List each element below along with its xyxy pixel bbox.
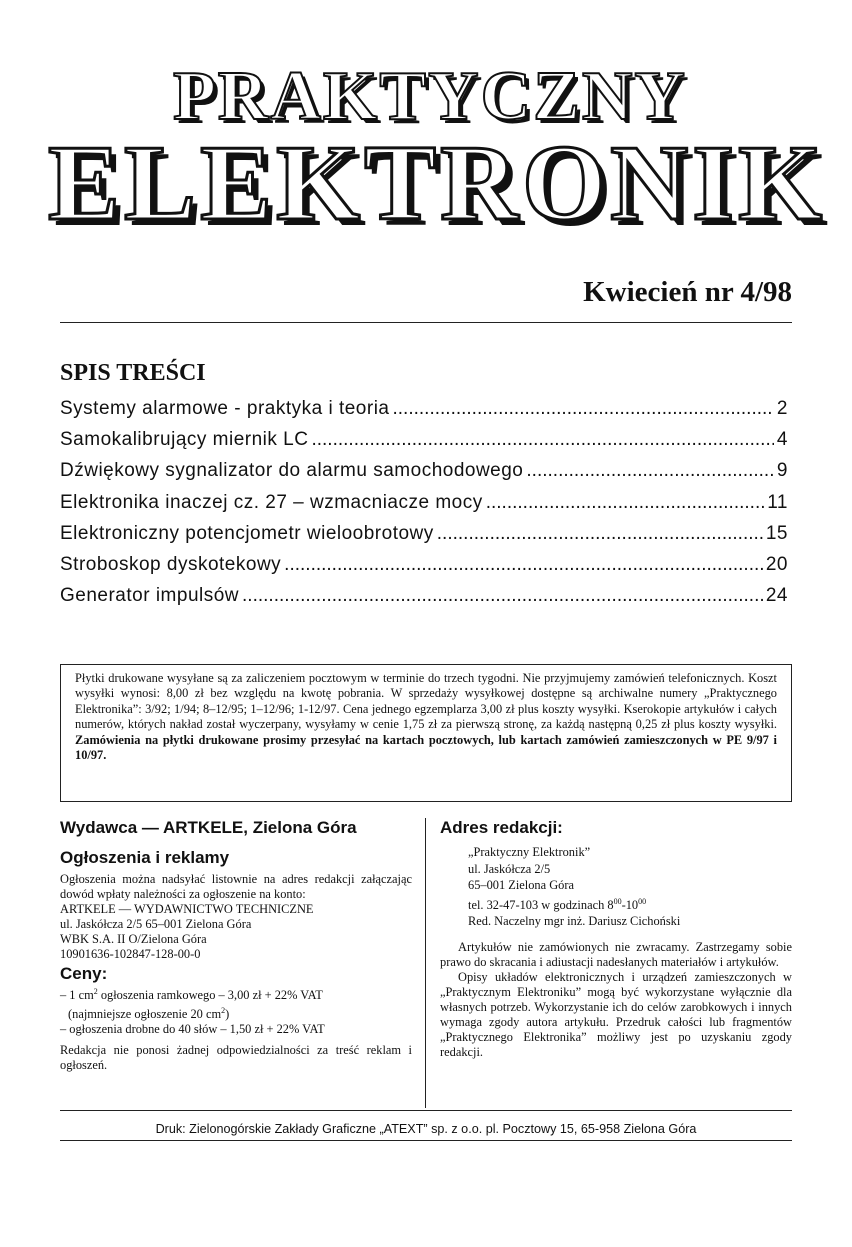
- ads-heading: Ogłoszenia i reklamy: [60, 848, 230, 867]
- issue-label: Kwiecień nr 4/98: [583, 276, 792, 308]
- prices-heading: Ceny:: [60, 964, 108, 983]
- toc-item-page: 11: [767, 491, 788, 513]
- price-min-note: (najmniejsze ogłoszenie 20 $cm^2$): [68, 1006, 230, 1022]
- ordering-notice-text: Płytki drukowane wysyłane są za zaliczeniem pocztowym w terminie do trzech tygodni. Nie przyjmujemy zamówień telefonicznych. Koszt wysyłki wynosi: 8,00 zł bez względu na kwotę pobrania. W sprzedaży wysyłkowej dostępne są archiwalne numery „Praktycznego Elektronika”: 3/92; 1/94; 8–12/95; 1–12/96; 1-12/97. Cena jednego egzemplarza 3,00 zł plus koszty wysyłki. Kserokopie artykułów i całych numerów, których nakład został wyczerpany, wysyłamy w cenie 1,75 zł za pierwszą stronę, za każdą następną 0,25 zł plus koszty wysyłki.: [75, 671, 777, 732]
- toc-item-title: Samokalibrujący miernik LC: [60, 429, 309, 451]
- toc-leader-dots: [242, 585, 763, 607]
- toc-item[interactable]: [60, 398, 788, 429]
- account-line: ARTKELE — WYDAWNICTWO TECHNICZNE: [60, 902, 314, 916]
- masthead-title-line2: ELEKTRONIK: [48, 124, 827, 243]
- toc-item-page: 9: [776, 460, 788, 482]
- toc-item-title: Elektroniczny potencjometr wieloobrotowy: [60, 522, 434, 544]
- toc-item[interactable]: [60, 523, 788, 554]
- account-line: 10901636-102847-128-00-0: [60, 947, 201, 961]
- header-rule: [60, 322, 792, 323]
- toc-item-title: Systemy alarmowe - praktyka i teoria: [60, 398, 390, 419]
- copyright-paragraph: Opisy układów elektronicznych i urządzeń zamieszczonych w „Praktycznym Elektroniku” mogą być wykorzystane wyłącznie dla własnych potrzeb. Wykorzystanie ich do celów zarobkowych i innych wymaga zgody autora artykułu. Przedruk całości lub fragmentów „Praktycznego Elektronika” możliwy jest po uzyskaniu zgody redakcji.: [440, 969, 792, 1059]
- toc-item-title: Elektronika inaczej cz. 27 – wzmacniacze mocy: [60, 491, 483, 513]
- column-divider: [425, 818, 426, 1108]
- toc-leader-dots: [526, 460, 774, 482]
- printer-footer: Druk: Zielonogórskie Zakłady Graficzne „ATEXT” sp. z o.o. pl. Pocztowy 15, 65-958 Zielona Góra: [155, 1122, 697, 1136]
- toc-item[interactable]: [60, 429, 788, 460]
- toc-item[interactable]: [60, 492, 788, 523]
- publisher-heading: Wydawca — ARTKELE, Zielona Góra: [60, 818, 357, 837]
- ordering-notice-bold-text: Zamówienia na płytki drukowane prosimy przesyłać na kartach pocztowych, lub kartach zamówień zamieszczonych w PE 9/97 i 10/97.: [75, 732, 777, 763]
- toc-item[interactable]: [60, 585, 788, 616]
- account-line: ul. Jaskółcza 2/5 65–001 Zielona Góra: [60, 917, 252, 931]
- ads-text: Ogłoszenia można nadsyłać listownie na adres redakcji załączając dowód wpłaty należności za ogłoszenie na konto:: [60, 872, 412, 901]
- editorial-address: [440, 844, 792, 930]
- toc-item-page: 20: [765, 553, 788, 575]
- toc-item-title: Stroboskop dyskotekowy: [60, 553, 282, 575]
- publisher-column: [60, 818, 412, 1073]
- editor-in-chief: Red. Naczelny mgr inż. Dariusz Cichoński: [468, 914, 681, 929]
- table-of-contents: [60, 398, 788, 616]
- address-name: „Praktyczny Elektronik”: [468, 845, 591, 859]
- footer-rule-bottom: [60, 1140, 792, 1141]
- editorial-policy-paragraph: Artykułów nie zamówionych nie zwracamy. Zastrzegamy sobie prawo do skracania i adiustacji nadesłanych materiałów i artykułów.: [440, 939, 792, 969]
- masthead-title-line1: PRAKTYCZNY: [173, 58, 687, 135]
- toc-leader-dots: [311, 429, 773, 451]
- toc-leader-dots: [437, 523, 763, 545]
- toc-item-page: 24: [765, 585, 788, 607]
- account-line: WBK S.A. II O/Zielona Góra: [60, 932, 207, 946]
- toc-item[interactable]: [60, 554, 788, 585]
- toc-item-page: 15: [765, 522, 788, 544]
- toc-leader-dots: [486, 492, 765, 514]
- toc-item-title: Dźwiękowy sygnalizator do alarmu samochodowego: [60, 460, 524, 482]
- toc-leader-dots: [284, 554, 763, 576]
- toc-leader-dots: [393, 398, 774, 420]
- ordering-notice-box: [60, 664, 792, 802]
- ads-disclaimer: Redakcja nie ponosi żadnej odpowiedzialności za treść reklam i ogłoszeń.: [60, 1043, 412, 1073]
- price-drobne: – ogłoszenia drobne do 40 słów – 1,50 zł + 22% VAT: [60, 1022, 325, 1037]
- toc-item-page: 2: [776, 398, 788, 419]
- toc-heading: SPIS TREŚCI: [60, 360, 206, 386]
- toc-item[interactable]: [60, 460, 788, 491]
- toc-item-page: 4: [776, 429, 788, 451]
- editorial-column: [440, 818, 792, 1060]
- editorial-address-heading: Adres redakcji:: [440, 818, 563, 837]
- address-street: ul. Jaskółcza 2/5: [468, 861, 551, 876]
- footer-rule-top: [60, 1110, 792, 1111]
- toc-item-title: Generator impulsów: [60, 585, 240, 607]
- address-city: 65–001 Zielona Góra: [468, 878, 574, 892]
- address-phone: tel. 32-47-103 w godzinach $8^{00}-10^{00}$: [468, 896, 647, 912]
- price-ramkowe: – 1 $cm^2$ ogłoszenia ramkowego – 3,00 zł + 22% VAT: [60, 987, 323, 1003]
